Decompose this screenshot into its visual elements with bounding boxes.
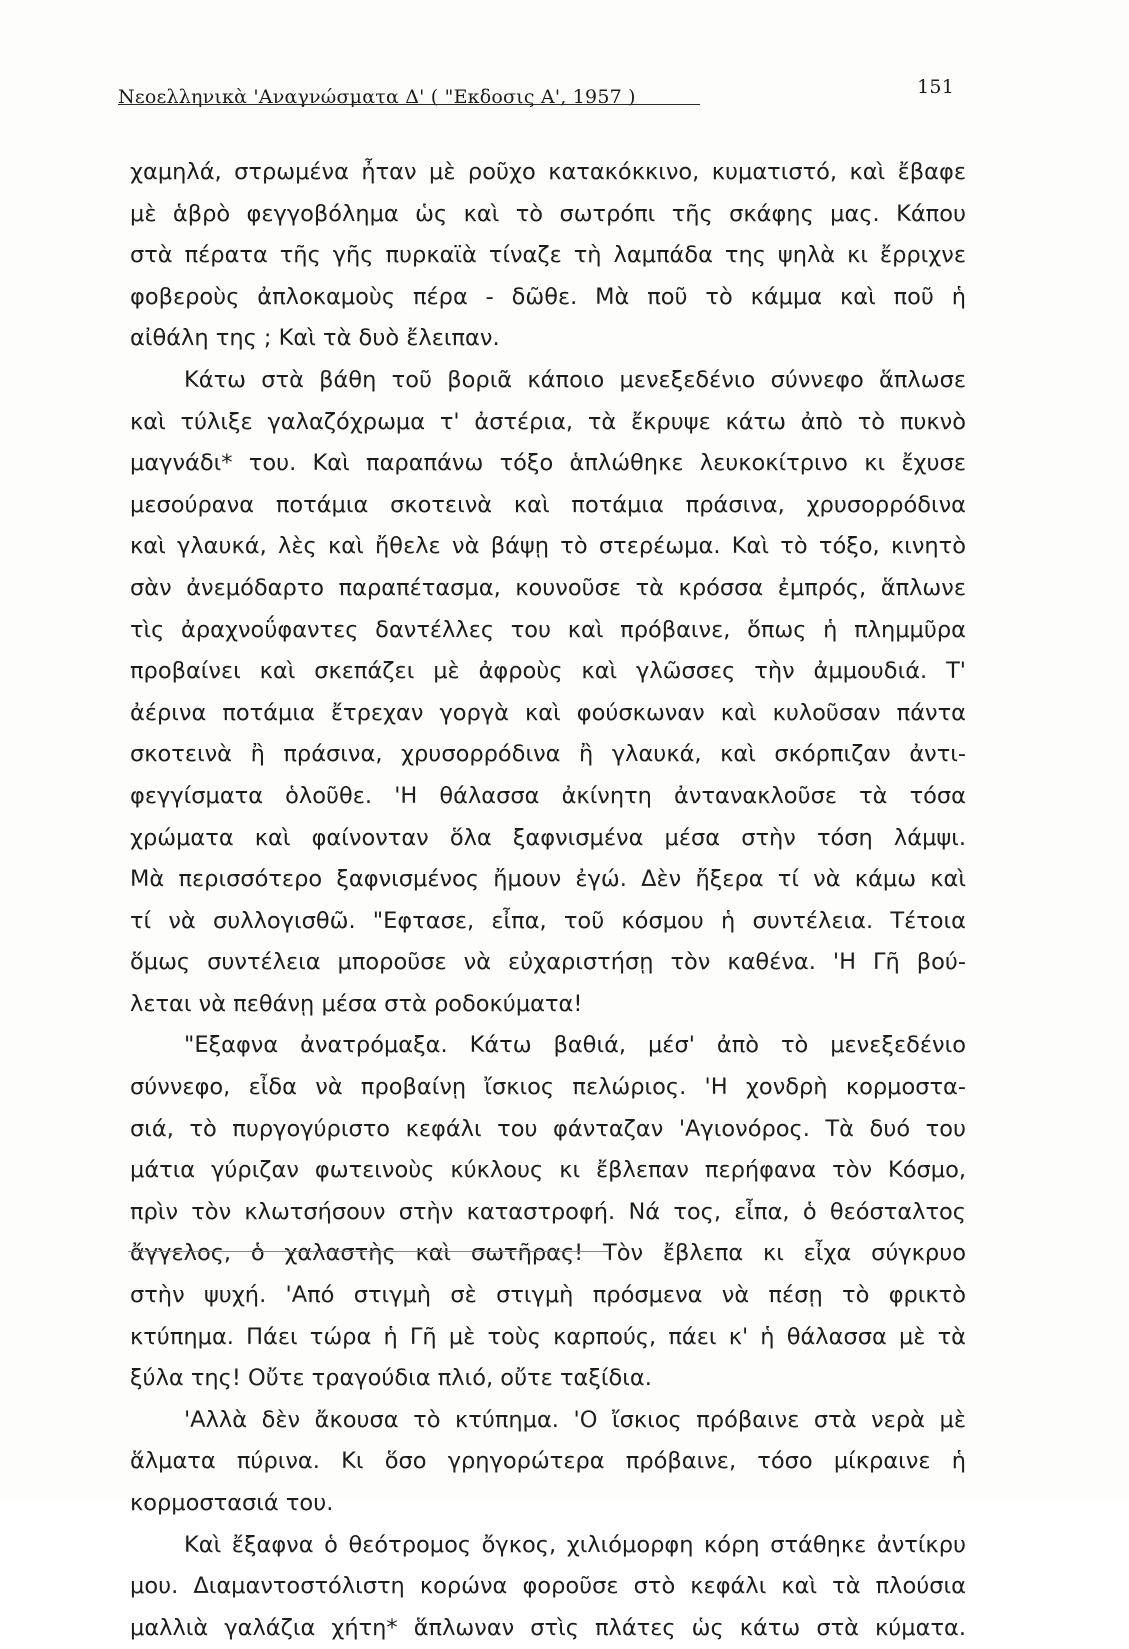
text-line: καὶ τύλιξε γαλαζόχρωμα τ' ἀστέρια, τὰ ἔκρυψε κάτω ἀπὸ τὸ πυκνὸ [130, 408, 966, 435]
text-line: μαγνάδι* του. Καὶ παραπάνω τόξο ἁπλώθηκε λευκοκίτρινο κι ἔχυσε [130, 450, 966, 477]
text-line: στὰ πέρατα τῆς γῆς πυρκαϊὰ τίναζε τὴ λαμπάδα της ψηλὰ κι ἔρριχνε [130, 242, 966, 269]
text-line: λεται νὰ πεθάνῃ μέσα στὰ ροδοκύματα! [130, 990, 583, 1017]
text-line: σιά, τὸ πυργογύριστο κεφάλι του φάνταζαν 'Αγιονόρος. Τὰ δυό του [130, 1115, 966, 1142]
text-line: καὶ γλαυκά, λὲς καὶ ἤθελε νὰ βάψῃ τὸ στερέωμα. Καὶ τὸ τόξο, κινητὸ [130, 533, 966, 560]
text-line: χρώματα καὶ φαίνονταν ὅλα ξαφνισμένα μέσα στὴν τόση λάμψι. [130, 824, 966, 851]
running-title: Νεοελληνικὰ 'Αναγνώσματα Δ' ( "Εκδοσις Α', 1957 ) [118, 86, 636, 108]
text-line: μὲ ἁβρὸ φεγγοβόλημα ὡς καὶ τὸ σωτρόπι τῆς σκάφης μας. Κάπου [130, 200, 966, 227]
text-line: κτύπημα. Πάει τώρα ἡ Γῆ μὲ τοὺς καρπούς, πάει κ' ἡ θάλασσα μὲ τὰ [130, 1323, 966, 1350]
text-line: σὰν ἀνεμόδαρτο παραπέτασμα, κουνοῦσε τὰ κρόσσα ἐμπρός, ἅπλωνε [130, 574, 966, 601]
text-line: Κάτω στὰ βάθη τοῦ βοριᾶ κάποιο μενεξεδένιο σύννεφο ἅπλωσε [184, 366, 966, 393]
text-line: κορμοστασιά του. [130, 1490, 334, 1516]
text-line: ὅμως συντέλεια μποροῦσε νὰ εὐχαριστήσῃ τὸν καθένα. 'Η Γῆ βού- [130, 949, 966, 976]
section-rule [128, 1251, 608, 1252]
text-line: προβαίνει καὶ σκεπάζει μὲ ἀφροὺς καὶ γλῶσσες τὴν ἀμμουδιά. Τ' [130, 658, 966, 685]
text-line: Καὶ ἔξαφνα ὁ θεότρομος ὄγκος, χιλιόμορφη κόρη στάθηκε ἀντίκρυ [184, 1531, 966, 1558]
running-head [118, 74, 958, 108]
text-line: Μὰ περισσότερο ξαφνισμένος ἤμουν ἐγώ. Δὲν ἤξερα τί νὰ κάμω καὶ [130, 866, 966, 893]
text-line: μαλλιὰ γαλάζια χήτη* ἅπλωναν στὶς πλάτες ὡς κάτω στὰ κύματα. [130, 1614, 966, 1641]
text-line: 'Αλλὰ δὲν ἄκουσα τὸ κτύπημα. 'Ο ἴσκιος πρόβαινε στὰ νερὰ μὲ [184, 1406, 966, 1433]
text-line: τὶς ἀραχνοΰφαντες δαντέλλες του καὶ πρόβαινε, ὅπως ἡ πλημμῦρα [130, 616, 966, 643]
text-line: σύννεφο, εἶδα νὰ προβαίνῃ ἴσκιος πελώριος. 'Η χονδρὴ κορμοστα- [130, 1074, 966, 1101]
text-line: ἀέρινα ποτάμια ἔτρεχαν γοργὰ καὶ φούσκωναν καὶ κυλοῦσαν πάντα [130, 699, 966, 726]
text-line: στὴν ψυχή. 'Από στιγμὴ σὲ στιγμὴ πρόσμενα νὰ πέσῃ τὸ φρικτὸ [130, 1282, 966, 1309]
text-line: μεσούρανα ποτάμια σκοτεινὰ καὶ ποτάμια πράσινα, χρυσορρόδινα [130, 491, 966, 518]
text-line: αἰθάλη της ; Καὶ τὰ δυὸ ἔλειπαν. [130, 325, 500, 352]
text-line: τί νὰ συλλογισθῶ. "Εφτασε, εἶπα, τοῦ κόσμου ἡ συντέλεια. Τέτοια [130, 907, 966, 934]
text-line: σκοτεινὰ ἢ πράσινα, χρυσορρόδινα ἢ γλαυκά, καὶ σκόρπιζαν ἀντι- [130, 741, 966, 768]
body-text [130, 152, 966, 1649]
page-number: 151 [917, 76, 954, 98]
text-line: ἅλματα πύρινα. Κι ὅσο γρηγορώτερα πρόβαινε, τόσο μίκραινε ἡ [130, 1448, 966, 1475]
text-line: μου. Διαμαντοστόλιστη κορώνα φοροῦσε στὸ κεφάλι καὶ τὰ πλούσια [130, 1573, 966, 1600]
text-line: "Εξαφνα ἀνατρόμαξα. Κάτω βαθιά, μέσ' ἀπὸ τὸ μενεξεδένιο [184, 1032, 966, 1059]
text-line: φεγγίσματα ὁλοῦθε. 'Η θάλασσα ἀκίνητη ἀντανακλοῦσε τὰ τόσα [130, 782, 966, 809]
header-rule [118, 104, 700, 105]
text-line: ἄγγελος, ὁ χαλαστὴς καὶ σωτῆρας! Τὸν ἔβλεπα κι εἶχα σύγκρυο [130, 1240, 966, 1267]
text-line: μάτια γύριζαν φωτεινοὺς κύκλους κι ἔβλεπαν περήφανα τὸν Κόσμο, [130, 1157, 966, 1184]
text-line: χαμηλά, στρωμένα ἦταν μὲ ροῦχο κατακόκκινο, κυματιστό, καὶ ἔβαφε [130, 159, 966, 185]
text-line: πρὶν τὸν κλωτσήσουν στὴν καταστροφή. Νά τος, εἶπα, ὁ θεόσταλτος [130, 1198, 966, 1225]
text-line: ξύλα της! Οὔτε τραγούδια πλιό, οὔτε ταξίδια. [130, 1365, 652, 1392]
text-line: φοβεροὺς ἀπλοκαμοὺς πέρα - δῶθε. Μὰ ποῦ τὸ κάμμα καὶ ποῦ ἡ [130, 283, 966, 310]
